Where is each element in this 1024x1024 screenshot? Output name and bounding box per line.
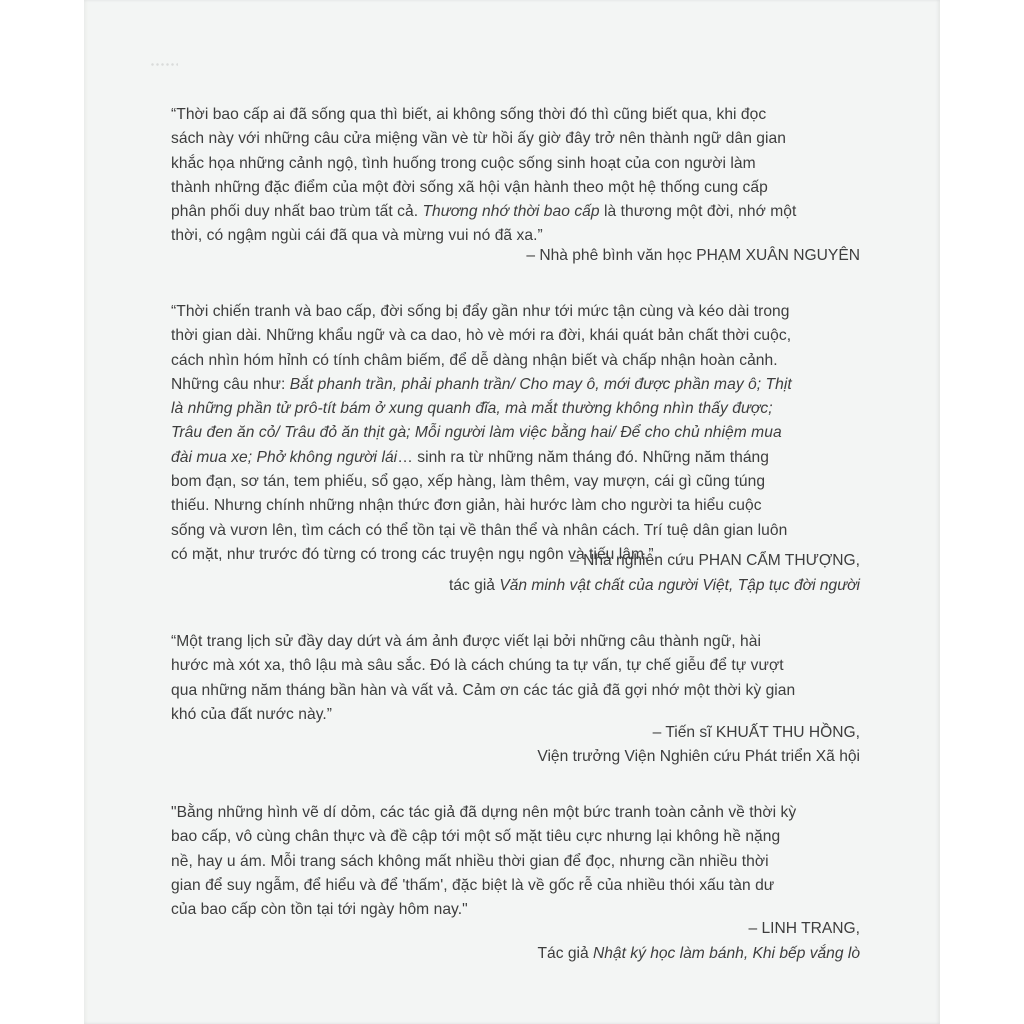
quote-line: thành những đặc điểm của một đời sống xã hội vận hành theo một hệ thống cung cấp	[171, 178, 768, 196]
quote-line: thiếu. Nhưng chính những nhận thức đơn giản, hài hước làm cho người ta hiểu cuộc	[171, 497, 762, 515]
quote-line	[171, 397, 861, 421]
paper-speck	[150, 62, 178, 68]
quote-line: khắc họa những cảnh ngộ, tình huống trong cuộc sống sinh hoạt của con người làm	[171, 154, 756, 172]
quote-line: sống và vươn lên, tìm cách có thể tồn tại về thân thể và nhân cách. Trí tuệ dân gian luôn	[171, 521, 788, 539]
quote-text: … sinh ra từ những năm tháng đó. Những năm tháng	[397, 448, 770, 466]
quote-line	[171, 421, 861, 445]
attribution-2-name: – Nhà nghiên cứu PHAN CẨM THƯỢNG,	[570, 552, 860, 569]
quote-text: phân phối duy nhất bao trùm tất cả.	[171, 203, 423, 221]
quote-text: là thương một đời, nhớ một	[599, 203, 797, 221]
quote-line	[171, 373, 861, 397]
quote-line: “Thời chiến tranh và bao cấp, đời sống bị đẩy gần như tới mức tận cùng và kéo dài trong	[171, 303, 790, 320]
quoted-saying: Trâu đen ăn cỏ/ Trâu đỏ ăn thịt gà; Mỗi người làm việc bằng hai/ Để cho chủ nhiệm mua	[171, 424, 782, 442]
quote-line: của bao cấp còn tồn tại tới ngày hôm nay."	[171, 901, 468, 919]
quote-line: nề, hay u ám. Mỗi trang sách không mất nhiều thời gian để đọc, nhưng cần nhiều thời	[171, 852, 769, 870]
book-title: Văn minh vật chất của người Việt, Tập tục đời người	[499, 577, 860, 594]
quote-line: hước mà xót xa, thô lậu mà sâu sắc. Đó là cách chúng ta tự vấn, tự chế giễu để tự vượt	[171, 657, 784, 675]
attribution-3-role: Viện trưởng Viện Nghiên cứu Phát triển Xã hội	[537, 748, 860, 765]
quote-line: thời gian dài. Những khẩu ngữ và ca dao, hò vè mới ra đời, khái quát bản chất thời cuộc,	[171, 327, 792, 345]
quote-line: cách nhìn hóm hỉnh có tính châm biếm, để dễ dàng nhận biết và chấp nhận hoàn cảnh.	[171, 351, 778, 369]
quote-line: qua những năm tháng bần hàn và vất vả. Cảm ơn các tác giả đã gợi nhớ một thời kỳ gian	[171, 681, 796, 699]
book-title: Thương nhớ thời bao cấp	[422, 203, 600, 221]
quote-line: “Một trang lịch sử đầy day dứt và ám ảnh được viết lại bởi những câu thành ngữ, hài	[171, 633, 761, 650]
quote-line: gian để suy ngẫm, để hiểu và để 'thấm', đặc biệt là về gốc rễ của nhiều thói xấu tàn dư	[171, 876, 775, 894]
quote-2	[171, 300, 861, 567]
quote-line: khó của đất nước này.”	[171, 705, 333, 723]
book-title: Nhật ký học làm bánh, Khi bếp vắng lò	[593, 945, 860, 962]
attribution-1: – Nhà phê bình văn học PHẠM XUÂN NGUYÊN	[526, 247, 860, 264]
quote-line: “Thời bao cấp ai đã sống qua thì biết, ai không sống thời đó thì cũng biết qua, khi đọc	[171, 106, 767, 123]
attribution-3-name: – Tiến sĩ KHUẤT THU HỒNG,	[652, 724, 860, 741]
quote-line: bom đạn, sơ tán, tem phiếu, sổ gạo, xếp hàng, làm thêm, vay mượn, cái gì cũng túng	[171, 473, 766, 491]
quote-line: có mặt, như trước đó từng có trong các truyện ngụ ngôn và tiếu lâm.”	[171, 545, 654, 563]
quote-text: Những câu như:	[171, 375, 290, 393]
attribution-text: tác giả	[449, 577, 500, 594]
quoted-saying: Bắt phanh trần, phải phanh trần/ Cho may ô, mới được phần may ô; Thịt	[289, 375, 792, 393]
quote-3	[171, 630, 861, 727]
quote-line: "Bằng những hình vẽ dí dỏm, các tác giả đã dựng nên một bức tranh toàn cảnh về thời kỳ	[171, 804, 797, 821]
quoted-saying: là những phần tử prô-tít bám ở xung quanh đĩa, mà mắt thường không nhìn thấy được;	[171, 400, 773, 418]
quote-line: sách này với những câu cửa miệng vần vè từ hồi ấy giờ đây trở nên thành ngữ dân gian	[171, 130, 786, 148]
quoted-saying: đài mua xe; Phở không người lái	[171, 448, 398, 466]
quote-line	[171, 200, 861, 224]
attribution-2-work	[449, 574, 860, 598]
quote-line	[171, 446, 861, 470]
attribution-text: Tác giả	[537, 945, 593, 962]
quote-line: thời, có ngậm ngùi cái đã qua và mừng vui nó đã xa.”	[171, 227, 543, 245]
attribution-4-work	[538, 942, 860, 966]
attribution-4-name: – LINH TRANG,	[748, 920, 860, 937]
quote-4	[171, 801, 861, 922]
quote-1	[171, 103, 861, 249]
quote-line: bao cấp, vô cùng chân thực và đề cập tới một số mặt tiêu cực nhưng lại không hề nặng	[171, 828, 781, 846]
